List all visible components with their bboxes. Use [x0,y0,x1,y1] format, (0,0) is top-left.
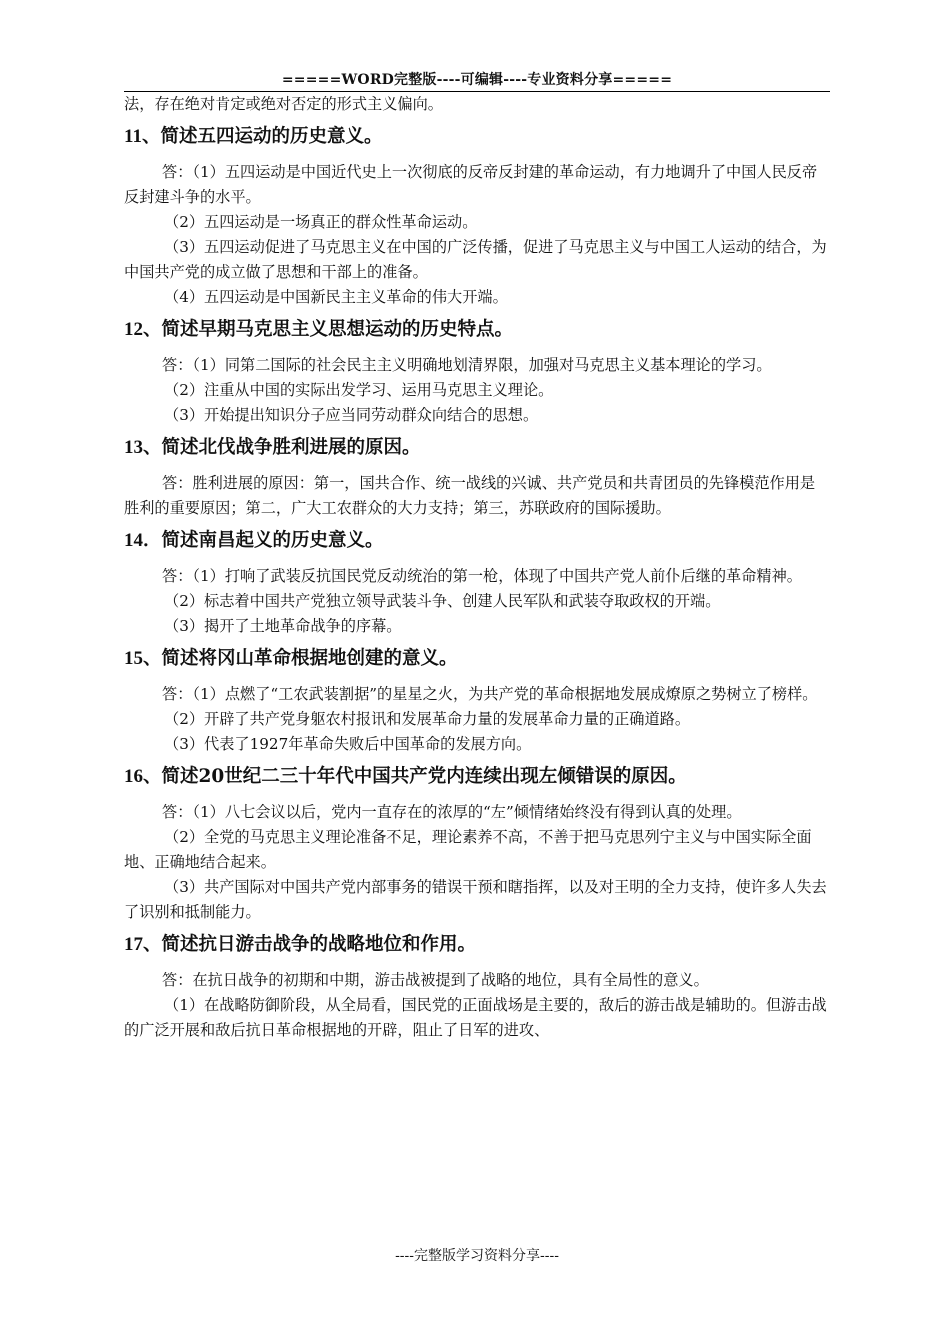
answer-paragraph: 答：（1）同第二国际的社会民主主义明确地划清界限，加强对马克思主义基本理论的学习。 [162,356,772,374]
answer-paragraph: （3）共产国际对中国共产党内部事务的错误干预和瞎指挥，以及对王明的全力支持，使许多人失去了识别和抵制能力。 [124,878,827,921]
section-12 [124,310,830,428]
question-separator: ． [143,530,162,551]
question-separator: 、 [143,319,162,340]
answer-paragraph: （3）开始提出知识分子应当同劳动群众向结合的思想。 [164,406,539,424]
answer-paragraph: （3）揭开了土地革命战争的序幕。 [164,617,402,635]
answer-paragraph: （2）开辟了共产党身躯农村报讯和发展革命力量的发展革命力量的正确道路。 [164,710,691,728]
question-separator: 、 [143,934,162,955]
answer-paragraph: 答：在抗日战争的初期和中期，游击战被提到了战略的地位，具有全局性的意义。 [162,971,709,989]
question-number: 15 [124,648,143,669]
question-title: 简述早期马克思主义思想运动的历史特点。 [161,319,514,340]
answer-paragraph: （2）五四运动是一场真正的群众性革命运动。 [164,213,478,231]
lead-line: 法，存在绝对肯定或绝对否定的形式主义偏向。 [124,95,443,113]
question-number: 13 [124,437,143,458]
question-number: 17 [124,934,143,955]
answer-paragraph: （4）五四运动是中国新民主主义革命的伟大开端。 [164,288,508,306]
section-15 [124,639,830,757]
question-number: 16 [124,766,143,787]
question-heading [124,521,830,564]
answer-paragraph: 答：（1）五四运动是中国近代史上一次彻底的反帝反封建的革命运动，有力地调升了中国人民反帝反封建斗争的水平。 [124,163,818,206]
question-separator: 、 [143,766,162,787]
question-heading [124,925,830,968]
question-number: 14 [124,530,143,551]
section-16 [124,757,830,925]
question-heading [124,639,830,682]
answer-paragraph: （2）全党的马克思主义理论准备不足，理论素养不高，不善于把马克思列宁主义与中国实际全面地、正确地结合起来。 [124,828,812,871]
section-13 [124,428,830,521]
question-number: 12 [124,319,143,340]
question-number: 11 [124,126,142,147]
question-heading [124,310,830,353]
answer-paragraph: 答：（1）打响了武装反抗国民党反动统治的第一枪，体现了中国共产党人前仆后继的革命精神。 [162,567,802,585]
section-14 [124,521,830,639]
section-17 [124,925,830,1043]
answer-paragraph: （2）注重从中国的实际出发学习、运用马克思主义理论。 [164,381,554,399]
answer-paragraph: （3）五四运动促进了马克思主义在中国的广泛传播，促进了马克思主义与中国工人运动的结合，为中国共产党的成立做了思想和干部上的准备。 [124,238,827,281]
question-heading [124,117,830,160]
answer-paragraph: （2）标志着中国共产党独立领导武装斗争、创建人民军队和武装夺取政权的开端。 [164,592,721,610]
answer-paragraph: （3）代表了1927年革命失败后中国革命的发展方向。 [164,735,532,753]
answer-paragraph: （1）在战略防御阶段，从全局看，国民党的正面战场是主要的，敌后的游击战是辅助的。但游击战的广泛开展和敌后抗日革命根据地的开辟，阻止了日军的进攻、 [124,996,827,1039]
question-title: 简述五四运动的历史意义。 [160,126,383,147]
question-title: 简述抗日游击战争的战略地位和作用。 [161,934,477,955]
question-title: 简述北伐战争胜利进展的原因。 [161,437,421,458]
answer-paragraph: 答：胜利进展的原因：第一，国共合作、统一战线的兴诚、共产党员和共青团员的先锋模范作用是胜利的重要原因；第二，广大工农群众的大力支持；第三，苏联政府的国际援助。 [124,474,816,517]
question-separator: 、 [141,126,161,147]
page-footer: ----完整版学习资料分享---- [395,1248,559,1264]
question-heading [124,757,830,800]
question-title: 简述将冈山革命根据地创建的意义。 [161,648,458,669]
question-heading [124,428,830,471]
question-title: 简述20世纪二三十年代中国共产党内连续出现左倾错误的原因。 [161,766,687,787]
section-11 [124,117,830,310]
question-separator: 、 [143,437,162,458]
answer-paragraph: 答：（1）点燃了“工农武装割据”的星星之火，为共产党的革命根据地发展成燎原之势树立了榜样。 [162,685,818,703]
answer-paragraph: 答：（1）八七会议以后，党内一直存在的浓厚的“左”倾情绪始终没有得到认真的处理。 [162,803,742,821]
question-separator: 、 [143,648,162,669]
question-title: 简述南昌起义的历史意义。 [161,530,384,551]
page-header: =====WORD完整版----可编辑----专业资料分享===== [281,72,673,88]
document-body [124,92,830,1043]
